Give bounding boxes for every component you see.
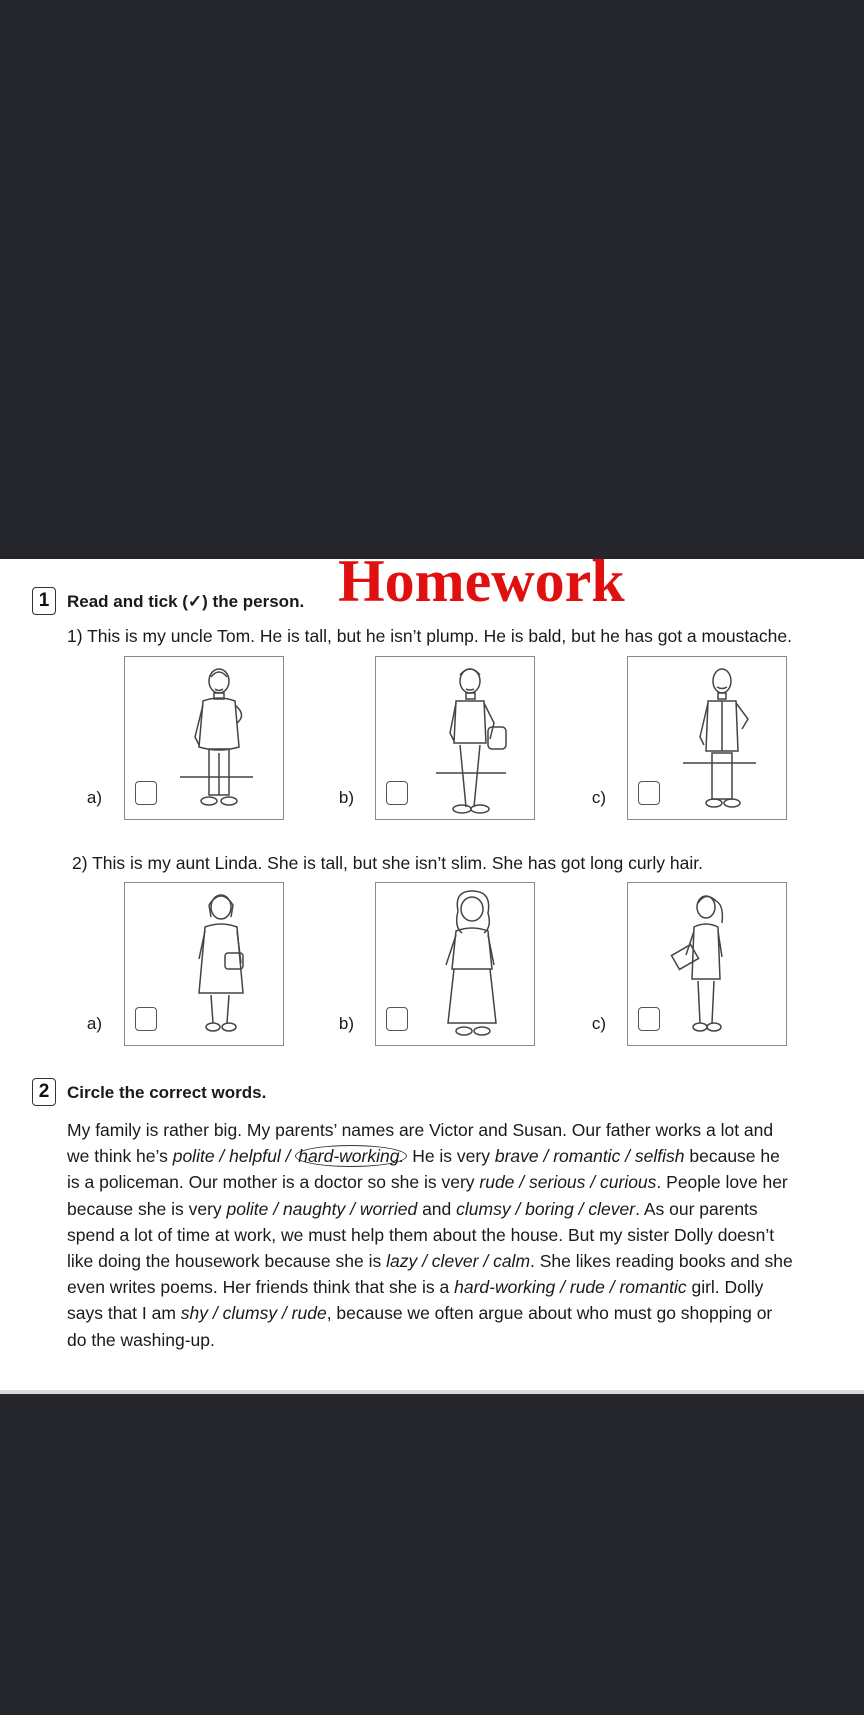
tick-box-1c[interactable] — [638, 781, 660, 805]
tick-box-1a[interactable] — [135, 781, 157, 805]
word-choice-options[interactable]: brave / romantic / selfish — [494, 1146, 685, 1167]
circled-word-choice[interactable]: hard-working. — [295, 1145, 407, 1167]
question-2-text: 2) This is my aunt Linda. She is tall, but she isn’t slim. She has got long curly hair. — [72, 853, 703, 873]
question-1-text: 1) This is my uncle Tom. He is tall, but he isn’t plump. He is bald, but he has got a moustache. — [67, 626, 792, 646]
paragraph-line — [67, 1196, 825, 1222]
word-choice-options[interactable]: hard-working / rude / romantic — [454, 1277, 687, 1298]
paragraph-text: , because we often argue about who must go shopping or — [326, 1303, 773, 1324]
paragraph-text: girl. Dolly — [686, 1277, 764, 1298]
paragraph-text: we think he’s — [67, 1146, 173, 1167]
option-label-2c: c) — [591, 1014, 606, 1033]
paragraph-text: . She likes reading books and she — [530, 1251, 793, 1272]
paragraph-text: He is very — [407, 1146, 495, 1167]
exercise-2-number: 2 — [32, 1078, 56, 1106]
word-choice-options[interactable]: rude / serious / curious — [479, 1172, 657, 1193]
paragraph-text: like doing the housework because she is — [67, 1251, 387, 1272]
paragraph-text: and — [417, 1198, 457, 1219]
tick-box-2a[interactable] — [135, 1007, 157, 1031]
exercise-1-number: 1 — [32, 587, 56, 615]
paragraph-line — [67, 1300, 825, 1326]
paragraph-line — [67, 1169, 825, 1195]
tick-box-2b[interactable] — [386, 1007, 408, 1031]
paragraph-text: . People love her — [656, 1172, 788, 1193]
homework-title: Homework — [338, 548, 625, 614]
paragraph-text: My family is rather big. My parents’ names are Victor and Susan. Our father works a lot and — [67, 1120, 774, 1140]
paragraph-text: . As our parents — [635, 1198, 758, 1219]
tick-box-2c[interactable] — [638, 1007, 660, 1031]
option-label-1b: b) — [338, 788, 354, 807]
paragraph-line — [67, 1222, 825, 1248]
paragraph-text: even writes poems. Her friends think that she is a — [67, 1277, 455, 1298]
exercise-1-instruction: Read and tick (✓) the person. — [67, 592, 305, 611]
word-choice-options[interactable]: lazy / clever / calm — [386, 1251, 531, 1272]
paragraph-line — [67, 1143, 825, 1169]
paragraph-text: do the washing-up. — [67, 1329, 215, 1350]
paragraph-line — [67, 1274, 825, 1300]
word-choice-options[interactable]: polite / helpful / — [172, 1146, 296, 1167]
paragraph-text: because she is very — [67, 1198, 227, 1219]
exercise-2-instruction: Circle the correct words. — [67, 1083, 267, 1102]
option-label-2a: a) — [86, 1014, 102, 1033]
option-label-2b: b) — [338, 1014, 354, 1033]
paragraph-text: is a policeman. Our mother is a doctor so she is very — [67, 1172, 480, 1193]
tick-box-1b[interactable] — [386, 781, 408, 805]
paragraph-text: spend a lot of time at work, we must help them about the house. But my sister Dolly doesn’t — [67, 1224, 775, 1245]
option-label-1c: c) — [591, 788, 606, 807]
paragraph-text: because he — [684, 1146, 780, 1167]
word-choice-options[interactable]: clumsy / boring / clever — [456, 1198, 636, 1219]
paragraph-text: says that I am — [67, 1303, 181, 1324]
paragraph-line — [67, 1117, 825, 1143]
word-choice-options[interactable]: polite / naughty / worried — [226, 1198, 418, 1219]
page-edge — [0, 1390, 864, 1394]
paragraph-line — [67, 1327, 825, 1353]
word-choice-options[interactable]: shy / clumsy / rude — [180, 1303, 327, 1324]
paragraph-line — [67, 1248, 825, 1274]
exercise-2-paragraph — [67, 1117, 825, 1353]
option-label-1a: a) — [86, 788, 102, 807]
